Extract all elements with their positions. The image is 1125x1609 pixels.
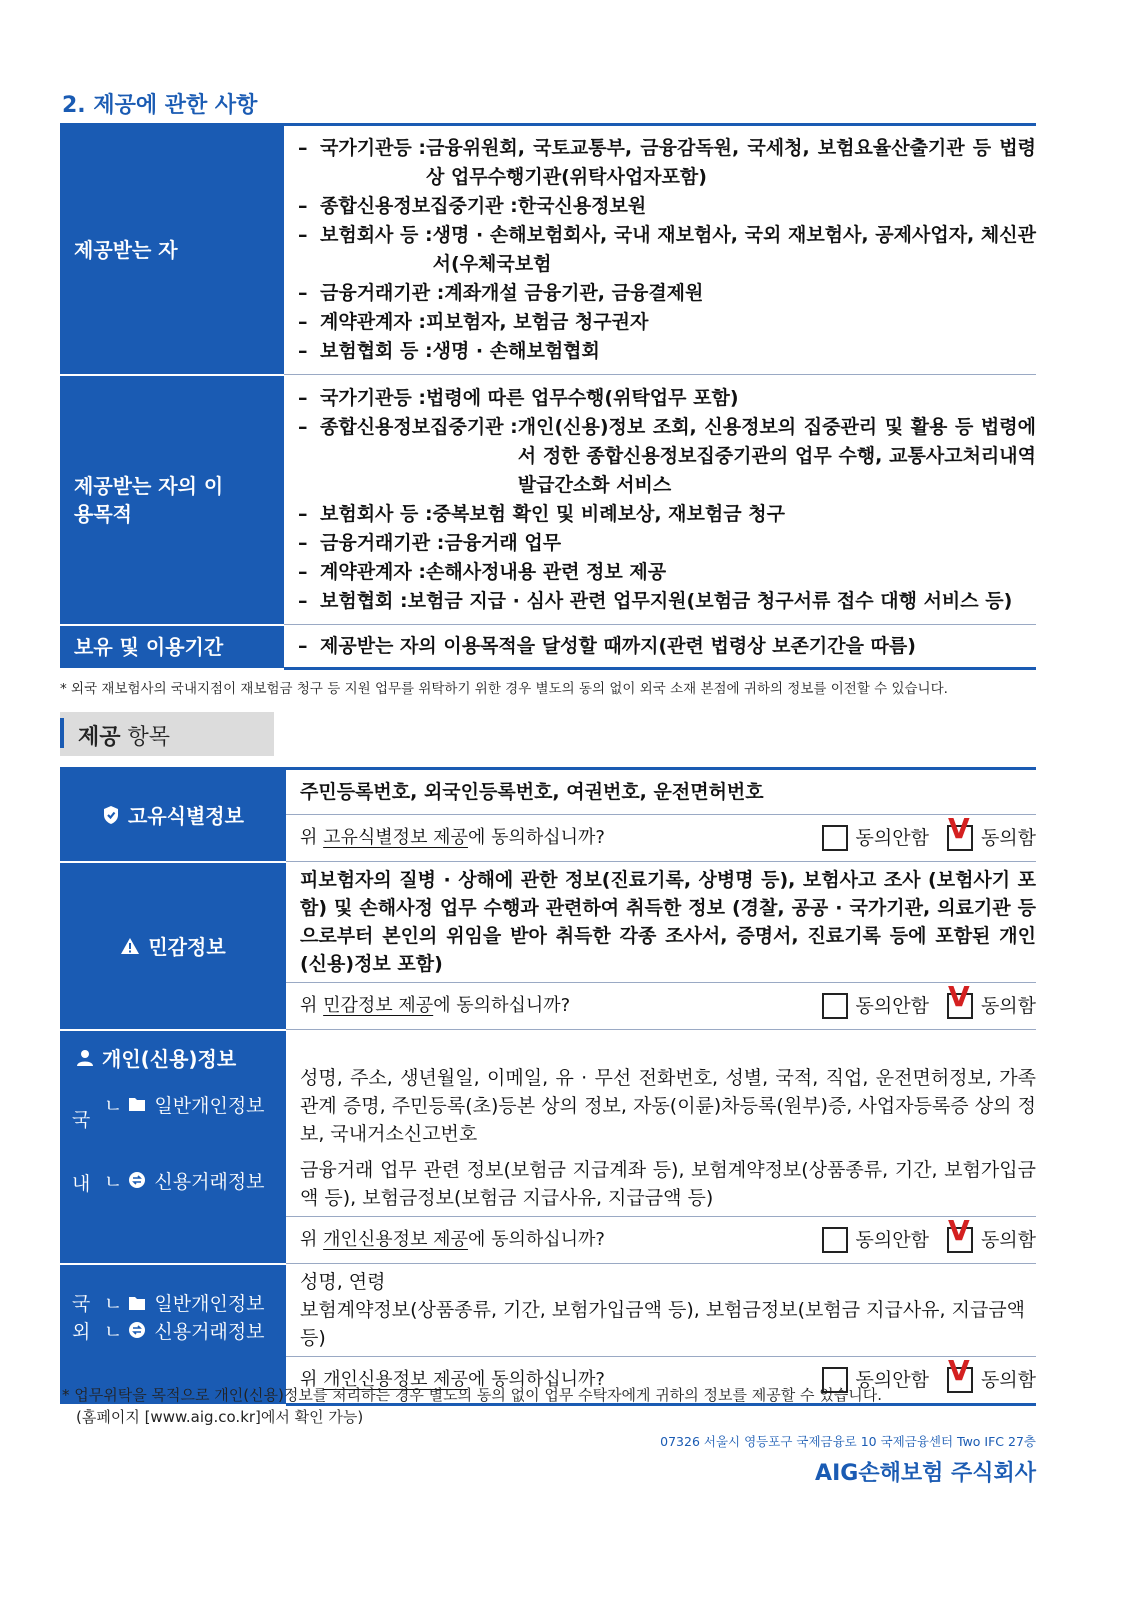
purpose-content (284, 375, 1036, 625)
item-value: 개인(신용)정보 조회, 신용정보의 집중관리 및 활용 등 법령에서 정한 종합신용정보집중기관의 업무 수행, 교통사고처리내역발급간소화 서비스 (517, 415, 1036, 496)
item-key: 계약관계자 : (320, 560, 426, 583)
agree-checkbox[interactable] (947, 980, 973, 1019)
dash-bullet: – (298, 560, 308, 583)
provision-table (60, 123, 1036, 670)
list-item (298, 134, 1036, 192)
foreign-content (286, 1264, 1036, 1357)
check-mark: V (947, 812, 970, 845)
header-accent-bar (60, 718, 64, 748)
item-value: 금융위원회, 국토교통부, 금융감독원, 국세청, 보험요율산출기관 등 법령상 업무수행기관(위탁사업자포함) (425, 137, 1036, 188)
personal-credit-title: 개인(신용)정보 (76, 1043, 236, 1073)
consent-question: 위 고유식별정보 제공에 동의하십니까? 동의안함 V 동의함 (300, 819, 1036, 857)
person-icon (76, 1048, 94, 1072)
list-item (298, 529, 1036, 558)
item-key: 보험회사 등 : (320, 224, 433, 246)
item-value: 금융거래 업무 (444, 531, 562, 554)
company-name: AIG손해보험 주식회사 (815, 1461, 1036, 1486)
item-key: 종합신용정보집중기관 : (320, 195, 518, 217)
list-item (298, 632, 1036, 661)
folder-icon (128, 1294, 146, 1316)
item-value: 법령에 따른 업무수행(위탁업무 포함) (425, 386, 739, 409)
dash-bullet: – (298, 386, 308, 409)
foreign-char-2: 외 (72, 1321, 91, 1343)
list-item (298, 558, 1036, 587)
item-value: 한국신용정보원 (517, 195, 647, 217)
dash-bullet: – (298, 224, 308, 246)
domestic-char-2: 내 (72, 1172, 91, 1195)
disagree-checkbox[interactable] (822, 1227, 848, 1253)
dash-bullet: – (298, 340, 308, 362)
dash-bullet: – (298, 502, 308, 525)
general-info-sublabel: ㄴ 일반개인정보 (104, 1094, 265, 1117)
check-mark: V (947, 980, 970, 1013)
dash-bullet: – (298, 531, 308, 554)
dash-bullet: – (298, 282, 308, 304)
foreign-credit-sublabel: ㄴ 신용거래정보 (104, 1321, 265, 1343)
consent-question: 위 개인신용정보 제공에 동의하십니까? 동의안함 V 동의함 (300, 1221, 1036, 1259)
disagree-checkbox[interactable] (822, 993, 848, 1019)
unique-id-question-row (286, 812, 1036, 862)
agree-option[interactable]: V 동의함 (947, 1354, 1036, 1391)
credit-info-content: 금융거래 업무 관련 정보(보험금 지급계좌 등), 보험계약정보(상품종류, 기간, 보험가입금액 등), 보험금정보(보험금 지급사유, 지급금액 등) (286, 1152, 1036, 1217)
agree-option[interactable]: V 동의함 (947, 1214, 1036, 1251)
bottom-note-2: (홈페이지 [www.aig.co.kr]에서 확인 가능) (76, 1408, 364, 1426)
domestic-char-1: 국 (72, 1108, 91, 1131)
list-item (298, 384, 1036, 413)
consent-question: 위 개인신용정보 제공에 동의하십니까? 동의안함 V 동의함 (300, 1361, 1036, 1399)
personal-credit-label (60, 1030, 286, 1264)
agree-option[interactable]: V 동의함 (947, 812, 1036, 849)
item-value: 계좌개설 금융기관, 금융결제원 (444, 282, 704, 304)
item-key: 보험회사 등 : (320, 502, 433, 525)
shield-icon (102, 805, 120, 830)
bottom-note-1: * 업무위탁을 목적으로 개인(신용)정보를 처리하는 경우 별도의 동의 없이 업무 수탁자에게 귀하의 정보를 제공할 수 있습니다. (62, 1386, 882, 1404)
dash-bullet: – (298, 589, 308, 612)
dash-bullet: – (298, 137, 308, 159)
foreign-char-1: 국 (72, 1293, 91, 1315)
sensitive-label: 민감정보 (60, 862, 286, 1030)
check-mark: V (947, 1214, 970, 1247)
disagree-option[interactable]: 동의안함 (822, 992, 929, 1020)
exchange-icon (128, 1321, 146, 1344)
retention-label: 보유 및 이용기간 (60, 625, 284, 669)
disagree-checkbox[interactable] (822, 825, 848, 851)
list-item (298, 279, 1036, 308)
folder-icon (128, 1095, 146, 1117)
section-title: 2. 제공에 관한 사항 (62, 93, 258, 118)
list-item (298, 587, 1036, 616)
unique-id-content: 주민등록번호, 외국인등록번호, 여권번호, 운전면허번호 (286, 769, 1036, 815)
exchange-icon (128, 1171, 146, 1194)
item-value: 제공받는 자의 이용목적을 달성할 때까지(관련 법령상 보존기간을 따름) (320, 634, 916, 657)
dash-bullet: – (298, 634, 308, 657)
retention-content (284, 625, 1036, 669)
item-key: 국가기관등 : (320, 386, 426, 409)
purpose-label: 제공받는 자의 이용목적 (60, 375, 284, 625)
dash-bullet: – (298, 311, 308, 333)
warning-icon (120, 936, 140, 960)
table1-footnote: * 외국 재보험사의 국내지점이 재보험금 청구 등 지원 업무를 위탁하기 위한 경우 별도의 동의 없이 외국 소재 본점에 귀하의 정보를 이전할 수 있습니다. (60, 681, 948, 697)
agree-checkbox[interactable] (947, 1214, 973, 1253)
item-value: 중복보험 확인 및 비례보상, 재보험금 청구 (432, 502, 785, 525)
address: 07326 서울시 영등포구 국제금융로 10 국제금융센터 Two IFC 27층 (660, 1434, 1036, 1449)
sensitive-content: 피보험자의 질병 · 상해에 관한 정보(진료기록, 상병명 등), 보험사고 조사 (보험사기 포함) 및 손해사정 업무 수행과 관련하여 취득한 정보 (경찰, 공공 · 국가기관, 의료기관 등으로부터 본인의 위임을 받아 취득한 각종 조사서, 증명서, 진료기록 등에 포함된 개인(신용)정보 포함) (286, 862, 1036, 983)
credit-info-sublabel: ㄴ 신용거래정보 (104, 1170, 265, 1193)
check-mark: V (947, 1354, 970, 1387)
recipient-label: 제공받는 자 (60, 125, 284, 375)
agree-checkbox[interactable] (947, 1354, 973, 1393)
unique-id-label: 고유식별정보 (60, 769, 286, 862)
disagree-option[interactable]: 동의안함 (822, 1226, 929, 1254)
list-item (298, 337, 1036, 366)
list-item (298, 308, 1036, 337)
item-key: 국가기관등 : (320, 137, 426, 159)
disagree-option[interactable]: 동의안함 (822, 1366, 929, 1394)
agree-option[interactable]: V 동의함 (947, 980, 1036, 1017)
dash-bullet: – (298, 415, 308, 438)
item-key: 종합신용정보집중기관 : (320, 415, 518, 438)
disagree-option[interactable]: 동의안함 (822, 824, 929, 852)
item-key: 계약관계자 : (320, 311, 426, 333)
consent-question: 위 민감정보 제공에 동의하십니까? 동의안함 V 동의함 (300, 987, 1036, 1025)
item-key: 보험협회 : (320, 589, 408, 612)
consent-table (60, 767, 1036, 1406)
item-value: 보험금 지급 · 심사 관련 업무지원(보험금 청구서류 접수 대행 서비스 등) (407, 589, 1013, 612)
foreign-general-sublabel: ㄴ 일반개인정보 (104, 1293, 265, 1315)
general-info-content: 성명, 주소, 생년월일, 이메일, 유 · 무선 전화번호, 성별, 국적, 직업, 운전면허정보, 가족관계 증명, 주민등록(초)등본 상의 정보, 자동(이륜)차등록(원부)증, 사업자등록증 상의 정보, 국내거소신고번호 (300, 1067, 1036, 1145)
agree-checkbox[interactable] (947, 812, 973, 851)
sensitive-question-row (286, 980, 1036, 1030)
item-key: 보험협회 등 : (320, 340, 433, 362)
list-item (298, 192, 1036, 221)
personal-question-row (286, 1214, 1036, 1264)
list-item (298, 500, 1036, 529)
foreign-general-content: 성명, 연령 (300, 1271, 386, 1293)
item-value: 피보험자, 보험금 청구권자 (425, 311, 649, 333)
recipient-content (284, 125, 1036, 375)
list-item (298, 413, 1036, 500)
item-key: 금융거래기관 : (320, 282, 445, 304)
foreign-credit-content: 보험계약정보(상품종류, 기간, 보험가입금액 등), 보험금정보(보험금 지급사유, 지급금액 등) (300, 1299, 1026, 1349)
provide-items-title: 제공 항목 (78, 725, 171, 750)
item-key: 금융거래기관 : (320, 531, 445, 554)
item-value: 생명 · 손해보험협회 (432, 340, 600, 362)
item-value: 생명 · 손해보험회사, 국내 재보험사, 국외 재보험사, 공제사업자, 체신관서(우체국보험 (432, 224, 1036, 275)
list-item (298, 221, 1036, 279)
item-value: 손해사정내용 관련 정보 제공 (425, 560, 667, 583)
dash-bullet: – (298, 195, 308, 217)
